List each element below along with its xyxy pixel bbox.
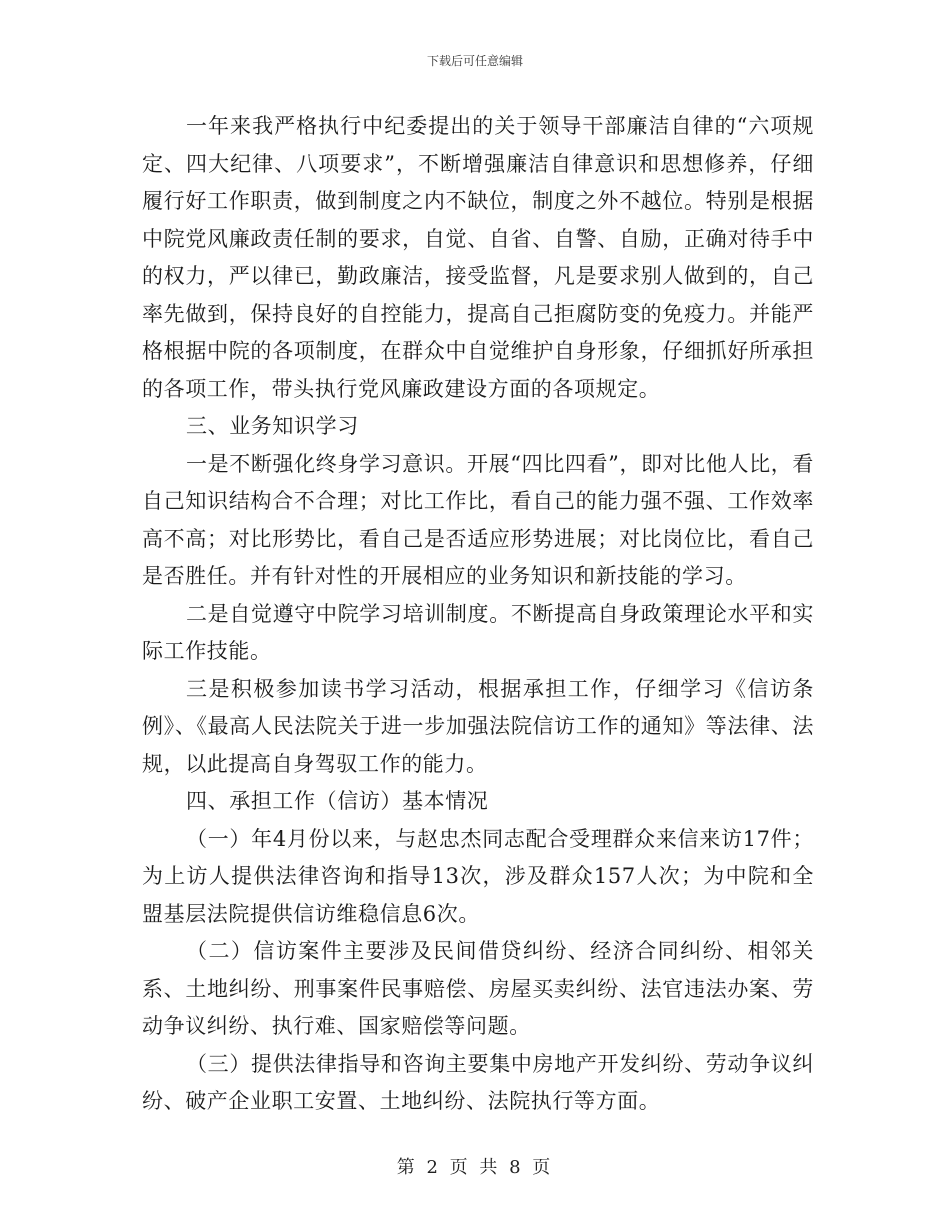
paragraph-training-rules: 二是自觉遵守中院学习培训制度。不断提高自身政策理论水平和实际工作技能。	[142, 601, 814, 663]
document-body	[142, 108, 814, 1121]
section-heading-petition-work: 四、承担工作（信访）基本情况	[186, 789, 489, 813]
page-number-footer: 第 2 页 共 8 页	[396, 1157, 554, 1178]
paragraph-integrity: 一年来我严格执行中纪委提出的关于领导干部廉洁自律的“六项规定、四大纪律、八项要求”，不断增强廉洁自律意识和思想修养，仔细履行好工作职责，做到制度之内不缺位，制度之外不越位。特别是根据中院党风廉政责任制的要求，自觉、自省、自警、自励，正确对待手中的权力，严以律已，勤政廉洁，接受监督，凡是要求别人做到的，自己率先做到，保持良好的自控能力，提高自己拒腐防变的免疫力。并能严格根据中院的各项制度，在群众中自觉维护自身形象，仔细抓好所承担的各项工作，带头执行党风廉政建设方面的各项规定。	[142, 114, 814, 401]
paragraph-reading: 三是积极参加读书学习活动，根据承担工作，仔细学习《信访条例》、《最高人民法院关于进一步加强法院信访工作的通知》等法律、法规，以此提高自身驾驭工作的能力。	[142, 676, 814, 776]
paragraph-petition-cases: （二）信访案件主要涉及民间借贷纠纷、经济合同纠纷、相邻关系、土地纠纷、刑事案件民事赔偿、房屋买卖纠纷、法官违法办案、劳动争议纠纷、执行难、国家赔偿等问题。	[142, 939, 814, 1038]
page-header-note: 下载后可任意编辑	[426, 54, 523, 68]
paragraph-lifelong-learning: 一是不断强化终身学习意识。开展“四比四看”，即对比他人比，看自己知识结构合不合理；对比工作比，看自己的能力强不强、工作效率高不高；对比形势比，看自己是否适应形势进展；对比岗位比，看自己是否胜任。并有针对性的开展相应的业务知识和新技能的学习。	[142, 451, 814, 588]
paragraph-petition-stats: （一）年4月份以来，与赵忠杰同志配合受理群众来信来访17件；为上访人提供法律咨询和指导13次，涉及群众157人次；为中院和全盟基层法院提供信访维稳信息6次。	[142, 826, 814, 926]
section-heading-study: 三、业务知识学习	[186, 414, 359, 438]
paragraph-legal-consulting: （三）提供法律指导和咨询主要集中房地产开发纠纷、劳动争议纠纷、破产企业职工安置、土地纠纷、法院执行等方面。	[142, 1051, 814, 1113]
